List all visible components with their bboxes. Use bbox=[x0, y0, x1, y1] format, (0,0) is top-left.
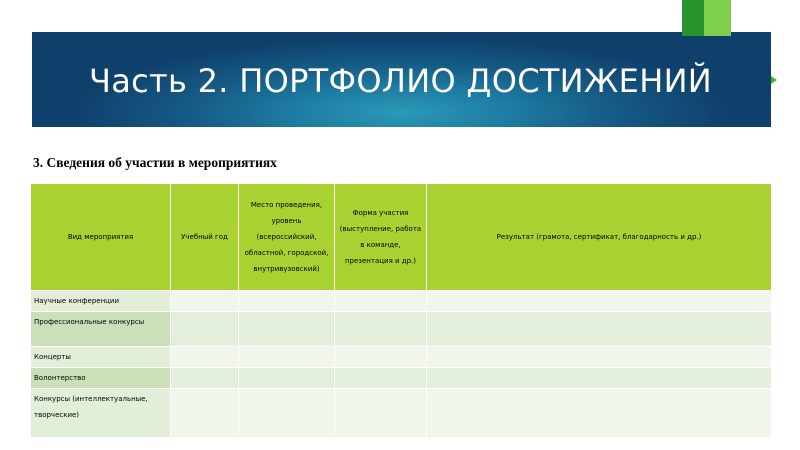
header-participation-form: Форма участия (выступление, работа в команде, презентация и др.) bbox=[335, 184, 427, 291]
table-row bbox=[31, 291, 772, 312]
table-cell bbox=[239, 389, 335, 438]
table-row bbox=[31, 368, 772, 389]
section-subtitle: 3. Сведения об участии в мероприятиях bbox=[33, 155, 277, 170]
table-row bbox=[31, 389, 772, 438]
table-cell bbox=[239, 291, 335, 312]
table-cell bbox=[171, 368, 239, 389]
header-academic-year: Учебный год bbox=[171, 184, 239, 291]
table-cell bbox=[171, 389, 239, 438]
table-cell bbox=[335, 347, 427, 368]
slide-title: Часть 2. ПОРТФОЛИО ДОСТИЖЕНИЙ bbox=[89, 62, 713, 100]
table-cell bbox=[427, 312, 772, 347]
decorative-tab-light bbox=[704, 0, 731, 36]
row-label: Волонтерство bbox=[31, 368, 171, 389]
table-cell bbox=[239, 312, 335, 347]
arrow-right-icon bbox=[771, 76, 777, 84]
header-event-type: Вид мероприятия bbox=[31, 184, 171, 291]
table-cell bbox=[171, 347, 239, 368]
table-cell bbox=[427, 368, 772, 389]
header-result: Результат (грамота, сертификат, благодарность и др.) bbox=[427, 184, 772, 291]
table-row bbox=[31, 312, 772, 347]
row-label: Научные конференции bbox=[31, 291, 171, 312]
table-header-row bbox=[31, 184, 772, 291]
table-cell bbox=[239, 347, 335, 368]
header-venue-level: Место проведения, уровень (всероссийский, областной, городской, внутривузовский) bbox=[239, 184, 335, 291]
table-cell bbox=[335, 368, 427, 389]
table-cell bbox=[427, 347, 772, 368]
row-label: Конкурсы (интеллектуальные, творческие) bbox=[31, 389, 171, 438]
table-cell bbox=[427, 291, 772, 312]
table-cell bbox=[171, 291, 239, 312]
decorative-tab-dark bbox=[682, 0, 704, 36]
table-cell bbox=[239, 368, 335, 389]
table-cell bbox=[335, 312, 427, 347]
table-cell bbox=[171, 312, 239, 347]
table-cell bbox=[335, 291, 427, 312]
events-table bbox=[30, 183, 772, 438]
table-cell bbox=[427, 389, 772, 438]
row-label: Профессиональные конкурсы bbox=[31, 312, 171, 347]
table-row bbox=[31, 347, 772, 368]
table-cell bbox=[335, 389, 427, 438]
row-label: Концерты bbox=[31, 347, 171, 368]
